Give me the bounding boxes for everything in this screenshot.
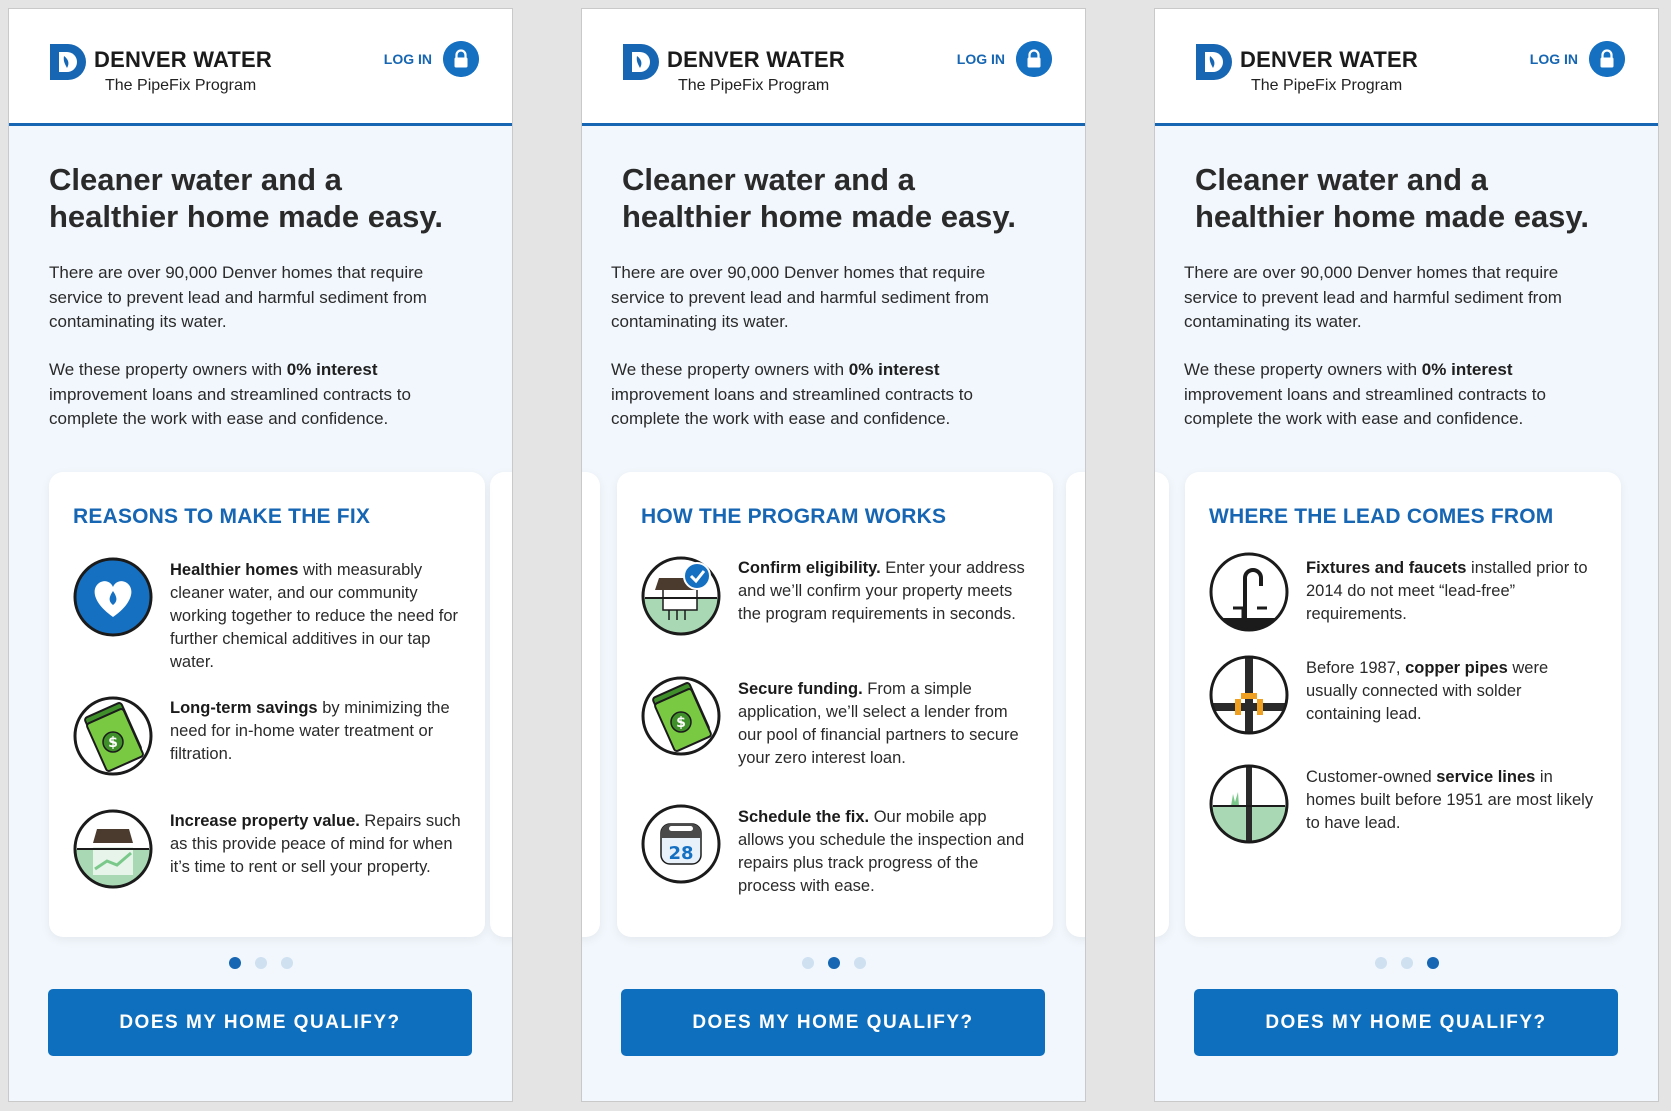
app-header: [582, 9, 1085, 126]
calendar-icon: [641, 804, 721, 884]
app-header: [9, 9, 512, 126]
qualify-button[interactable]: DOES MY HOME QUALIFY?: [48, 989, 472, 1056]
copper-pipe-icon: [1209, 655, 1289, 735]
phone-screen-lead-sources: [1154, 8, 1659, 1102]
lock-icon[interactable]: [1016, 41, 1052, 77]
carousel-dot-1[interactable]: [1375, 957, 1387, 969]
program-subtitle: The PipeFix Program: [1251, 77, 1403, 94]
carousel-dot-3[interactable]: [281, 957, 293, 969]
lead-source-fixtures: Fixtures and faucets installed prior to 2014 do not meet “lead-free” requirements.: [1306, 559, 1588, 623]
denver-water-logo-icon: [48, 42, 88, 82]
carousel-dot-3[interactable]: [854, 957, 866, 969]
carousel-dots: [9, 957, 512, 969]
house-check-icon: [641, 556, 721, 636]
money-icon: [641, 676, 721, 756]
step-secure-funding: Secure funding. From a simple application, we’ll select a lender from our pool of financial partners to secure your zero interest loan.: [738, 680, 1019, 767]
prev-card-peek[interactable]: [1154, 472, 1169, 937]
carousel-dot-1[interactable]: [802, 957, 814, 969]
faucet-icon: [1209, 552, 1289, 632]
card-title: REASONS TO MAKE THE FIX: [73, 505, 371, 528]
card-title: WHERE THE LEAD COMES FROM: [1209, 505, 1554, 528]
qualify-button[interactable]: DOES MY HOME QUALIFY?: [621, 989, 1045, 1056]
program-subtitle: The PipeFix Program: [105, 77, 257, 94]
lead-source-service-lines: Customer-owned service lines in homes built before 1951 are most likely to have lead.: [1306, 768, 1594, 832]
app-header: [1155, 9, 1658, 126]
prev-card-peek[interactable]: [581, 472, 600, 937]
carousel-dots: [582, 957, 1085, 969]
qualify-button[interactable]: DOES MY HOME QUALIFY?: [1194, 989, 1618, 1056]
hero-title: Cleaner water and a healthier home made easy.: [622, 162, 1016, 234]
carousel-dot-2[interactable]: [1401, 957, 1413, 969]
lock-icon[interactable]: [443, 41, 479, 77]
money-icon: [73, 696, 153, 776]
phone-screen-how-it-works: [581, 8, 1086, 1102]
info-card: [49, 472, 485, 937]
benefit-long-term-savings: Long-term savings by minimizing the need for in-home water treatment or filtration.: [170, 699, 450, 763]
denver-water-logo-icon: [621, 42, 661, 82]
card-title: HOW THE PROGRAM WORKS: [641, 505, 947, 528]
intro-paragraph: There are over 90,000 Denver homes that require service to prevent lead and harmful sediment from contaminating its water.: [49, 263, 427, 331]
next-card-peek[interactable]: [490, 472, 513, 937]
next-card-peek[interactable]: [1066, 472, 1086, 937]
svg-text:$: $: [676, 715, 686, 731]
carousel-dot-3[interactable]: [1427, 957, 1439, 969]
step-schedule-fix: Schedule the fix. Our mobile app allows you schedule the inspection and repairs plus track progress of the process with ease.: [738, 808, 1025, 895]
program-subtitle: The PipeFix Program: [678, 77, 830, 94]
intro-paragraph: There are over 90,000 Denver homes that require service to prevent lead and harmful sediment from contaminating its water.: [1184, 263, 1562, 331]
hero-title: Cleaner water and a healthier home made easy.: [1195, 162, 1589, 234]
lead-source-copper-pipes: Before 1987, copper pipes were usually connected with solder containing lead.: [1306, 659, 1549, 723]
benefit-property-value: Increase property value. Repairs such as this provide peace of mind for when it’s time to rent or sell your property.: [170, 812, 461, 876]
benefit-healthier-homes: Healthier homes with measurably cleaner water, and our community working together to reduce the need for further chemical additives in our tap water.: [170, 561, 459, 671]
brand-name: DENVER WATER: [1240, 47, 1419, 72]
brand-name: DENVER WATER: [94, 47, 273, 72]
info-card: [617, 472, 1053, 937]
house-value-icon: [73, 809, 153, 889]
login-link[interactable]: LOG IN: [383, 51, 432, 67]
login-link[interactable]: LOG IN: [1529, 51, 1578, 67]
offer-paragraph: We these property owners with 0% interest improvement loans and streamlined contracts to complete the work with ease and confidence.: [611, 360, 973, 428]
svg-text:$: $: [108, 735, 118, 751]
carousel-dot-2[interactable]: [255, 957, 267, 969]
offer-paragraph: We these property owners with 0% interest improvement loans and streamlined contracts to complete the work with ease and confidence.: [1184, 360, 1546, 428]
carousel-dot-2[interactable]: [828, 957, 840, 969]
denver-water-logo-icon: [1194, 42, 1234, 82]
step-confirm-eligibility: Confirm eligibility. Enter your address and we’ll confirm your property meets the program requirements in seconds.: [738, 559, 1025, 623]
login-link[interactable]: LOG IN: [956, 51, 1005, 67]
lock-icon[interactable]: [1589, 41, 1625, 77]
brand-name: DENVER WATER: [667, 47, 846, 72]
carousel-dot-1[interactable]: [229, 957, 241, 969]
heart-drop-icon: [73, 557, 153, 637]
carousel-dots: [1155, 957, 1658, 969]
offer-paragraph: We these property owners with 0% interest improvement loans and streamlined contracts to complete the work with ease and confidence.: [49, 360, 411, 428]
phone-screen-reasons: [8, 8, 513, 1102]
service-line-icon: [1209, 764, 1289, 844]
hero-title: Cleaner water and a healthier home made easy.: [49, 162, 443, 234]
intro-paragraph: There are over 90,000 Denver homes that require service to prevent lead and harmful sediment from contaminating its water.: [611, 263, 989, 331]
info-card: [1185, 472, 1621, 937]
calendar-day: 28: [668, 843, 694, 864]
